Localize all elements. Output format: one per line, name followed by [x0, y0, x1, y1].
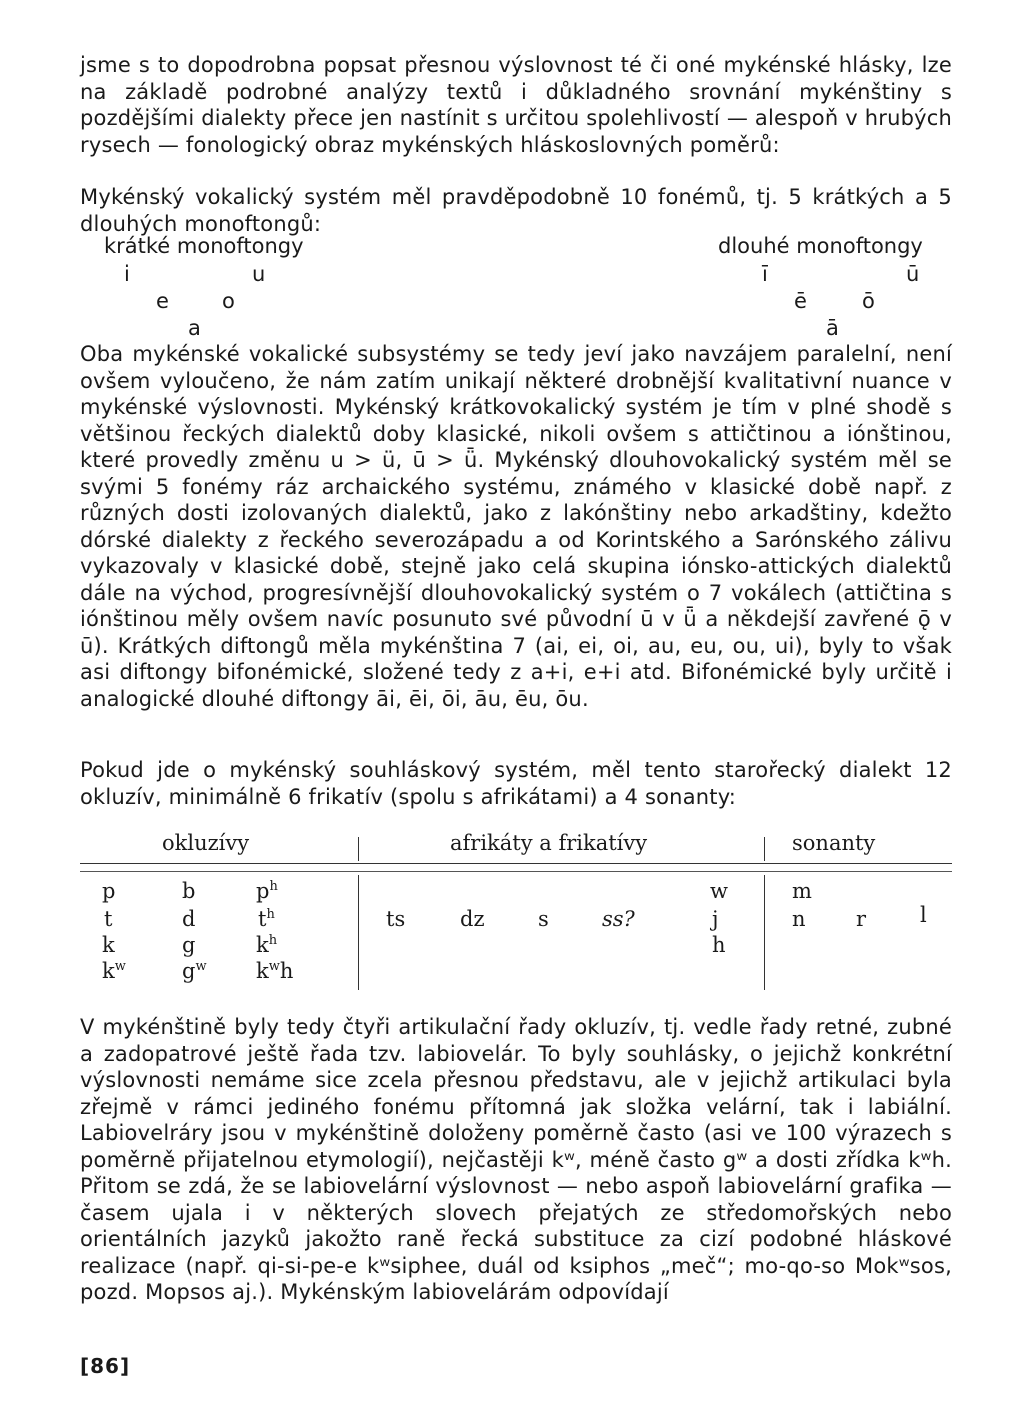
- paragraph-labiovelars: V mykénštině byly tedy čtyři artikulační řady okluzív, tj. vedle řady retné, zubné a zadopatrové ještě řada tzv. labiovelár. To byly souhlásky, o jejichž konkrétní výslovnosti nemáme sice zcela přesnou představu, ale v jejichž artikulaci byla zřejmě v rámci jediného fonému přítomná jak složka velární, tak i labiální. Labiovelráry jsou v mykénštině doloženy poměrně často (asi ve 100 výrazech s poměrně přijatelnou etymologií), nejčastěji kʷ, méně často gʷ a dosti zřídka kʷh. Přitom se zdá, že se labiovelární výslovnost — nebo aspoň labiovelární grafika — časem ujala i v některých slovech přejatých ze středomořských nebo orientálních jazyků jakožto raně řecká substituce za cizí podobné hláskové realizace (např. qi-si-pe-e kʷsiphee, duál od ksiphos „meč“; mo-qo-so Mokʷsos, pozd. Mopsos aj.). Mykénským labiovelárám odpovídají: [80, 1015, 952, 1304]
- paragraph-vowel-system: Mykénský vokalický systém měl pravděpodobně 10 fonémů, tj. 5 krátkých a 5 dlouhých monoftongů:: [80, 185, 952, 236]
- vowel-short-o: o: [222, 289, 235, 313]
- occlusive-th: $t^h$: [258, 907, 275, 931]
- vowel-short-e: e: [156, 289, 169, 313]
- occlusive-p: p: [102, 879, 116, 903]
- page-number: [86]: [80, 1354, 131, 1378]
- vowel-long-i: ī: [762, 262, 768, 286]
- glide-w: w: [710, 879, 728, 903]
- column-divider-2: [764, 875, 765, 990]
- consonant-table: [80, 825, 952, 995]
- sonant-n: n: [792, 907, 806, 931]
- sonant-l: l: [920, 903, 927, 927]
- header-rule-2: [80, 871, 952, 872]
- vowel-short-i: i: [124, 262, 130, 286]
- occlusive-d: d: [182, 907, 196, 931]
- occlusive-t: t: [104, 907, 113, 931]
- fricative-s: s: [538, 907, 549, 931]
- paragraph-intro: jsme s to dopodrobna popsat přesnou výslovnost té či oné mykénské hlásky, lze na základě podrobné analýzy textů i důkladného srovnání mykénštiny s pozdějšími dialekty přece jen nastínit s určitou spolehlivostí — alespoň v hrubých rysech — fonologický obraz mykénských hláskoslovných poměrů:: [80, 53, 952, 157]
- fricative-h: h: [712, 933, 726, 957]
- vowel-long-e: ē: [794, 289, 807, 313]
- occlusive-kw: $k^w$: [102, 959, 126, 983]
- occlusive-ph: $p^h$: [256, 879, 278, 903]
- occlusive-kwh: $k^wh$: [256, 959, 294, 983]
- header-divider-1: [358, 837, 359, 861]
- long-monophthongs-header: dlouhé monoftongy: [718, 234, 923, 258]
- short-monophthongs-header: krátké monoftongy: [104, 234, 304, 258]
- fricative-ss: ss?: [602, 907, 635, 931]
- sonant-m: m: [792, 879, 812, 903]
- occlusive-g: g: [182, 933, 196, 957]
- column-divider-1: [358, 875, 359, 990]
- header-sonants: sonanty: [792, 831, 876, 855]
- occlusive-b: b: [182, 879, 196, 903]
- vowel-short-u: u: [252, 262, 266, 286]
- vowel-short-a: a: [188, 316, 201, 340]
- vowel-long-a: ā: [826, 316, 839, 340]
- paragraph-consonant-intro: Pokud jde o mykénský souhláskový systém, měl tento starořecký dialekt 12 okluzív, minimálně 6 frikatív (spolu s afrikátami) a 4 sonanty:: [80, 758, 952, 809]
- occlusive-k: k: [102, 933, 115, 957]
- header-fricatives: afrikáty a frikatívy: [450, 831, 648, 855]
- occlusive-gw: $g^w$: [182, 959, 207, 983]
- glide-j: j: [712, 907, 719, 931]
- affricate-ts: ts: [386, 907, 406, 931]
- header-occlusives: okluzívy: [162, 831, 250, 855]
- vowel-long-u: ū: [906, 262, 920, 286]
- paragraph-vowel-discussion: Oba mykénské vokalické subsystémy se tedy jeví jako navzájem paralelní, není ovšem vyloučeno, že nám zatím unikají některé drobnější kvalitativní nuance v mykénské výslovnosti. Mykénský krátkovokalický systém je tím v plné shodě s většinou řeckých dialektů doby klasické, nikoli ovšem s attičtinou a iónštinou, které provedly změnu u > ü, ū > ǖ. Mykénský dlouhovokalický systém měl se svými 5 fonémy ráz archaického systému, známého v klasické době např. z různých dosti izolovaných dialektů, jako z lakónštiny nebo arkadštiny, kdežto dórské dialekty z řeckého severozápadu a od Korintského a Sarónského zálivu vykazovaly v klasické době, stejně jako celá skupina iónsko-attických dialektů dále na východ, progresívnější dlouhovokalický systém o 7 vokálech (attičtina s iónštinou měly ovšem navíc posunuto své původní ū v ǖ a někdejší zavřené ǭ v ū). Krátkých diftongů měla mykénština 7 (ai, ei, oi, au, eu, ou, ui), byly to však asi diftongy bifonémické, složené tedy z a+i, e+i atd. Bifonémické byly určitě i analogické dlouhé diftongy āi, ēi, ōi, āu, ēu, ōu.: [80, 342, 952, 711]
- vowel-long-o: ō: [862, 289, 875, 313]
- affricate-dz: dz: [460, 907, 485, 931]
- sonant-r: r: [856, 907, 867, 931]
- occlusive-kh: $k^h$: [256, 933, 278, 957]
- header-divider-2: [764, 837, 765, 861]
- header-rule: [80, 863, 952, 864]
